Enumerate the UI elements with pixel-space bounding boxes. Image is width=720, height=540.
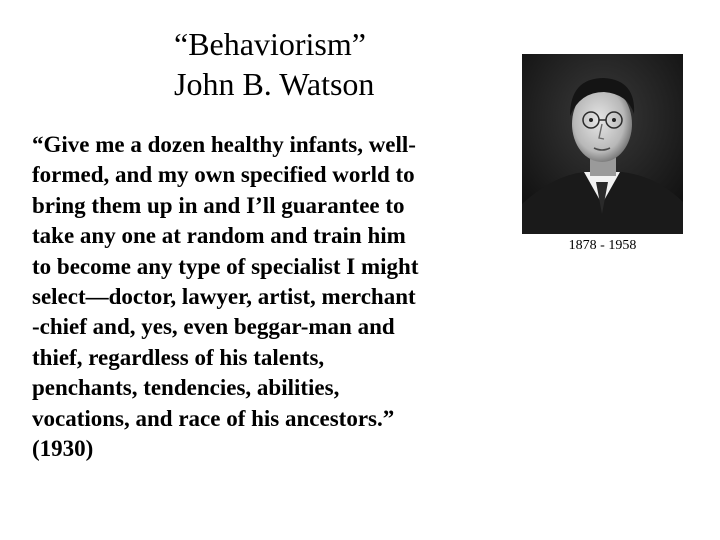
slide-title [174,24,374,104]
portrait-photo [522,54,683,234]
quote-line: to become any type of specialist I might [32,253,419,279]
quote-line: take any one at random and train him [32,223,406,249]
title-topic: “Behaviorism” [174,26,366,62]
quote-line: vocations, and race of his ancestors.” [32,405,395,431]
quote-line: thief, regardless of his talents, [32,344,325,370]
quote-line: bring them up in and I’ll guarantee to [32,192,405,218]
quote-line: -chief and, yes, even beggar-man and [32,314,395,340]
quote-line: formed, and my own specified world to [32,162,415,188]
quote-text [32,130,512,464]
quote-line: (1930) [32,436,94,462]
portrait-image [522,54,683,234]
title-author: John B. Watson [174,66,375,102]
quote-line: select—doctor, lawyer, artist, merchant [32,284,416,310]
quote-line: “Give me a dozen healthy infants, well- [32,132,416,157]
portrait-caption: 1878 - 1958 [568,238,637,253]
quote-line: penchants, tendencies, abilities, [32,375,340,401]
